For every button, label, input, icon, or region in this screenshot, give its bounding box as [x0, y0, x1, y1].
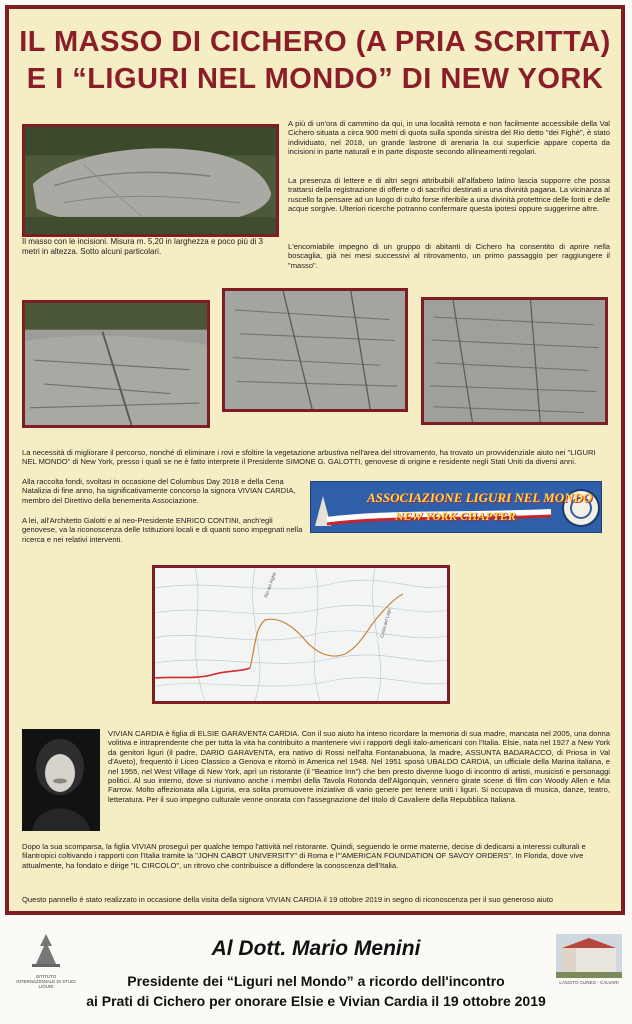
- logo-subtitle: NEW YORK CHAPTER: [395, 509, 516, 523]
- dedication-line-2: ai Prati di Cichero per onorare Elsie e Vivian Cardia il 19 ottobre 2019: [86, 993, 546, 1009]
- middle-paragraph-1: La necessità di migliorare il percorso, nonché di eliminare i rovi e sfoltire la vegetazione arbustiva nell'area del ritrovamento, ha trovato un provvidenziale aiuto nei "LIGURI NEL MONDO" di New York, presso i quali se ne è fatto interprete il Presidente SIMONE G. GALOTTI, genovese di origine e residente negli Stati Uniti da diversi anni.: [22, 448, 596, 467]
- rock-detail-photo-3: [421, 297, 608, 425]
- title-line-2: E I “LIGURI NEL MONDO” DI NEW YORK: [26, 63, 604, 95]
- map-label-2: Costa del Lago: [379, 607, 392, 639]
- logo-title: ASSOCIAZIONE LIGURI NEL MONDO: [367, 490, 593, 505]
- intro-paragraph-2: La presenza di lettere e di altri segni attribuibili all'alfabeto latino lascia supporre che possa trattarsi della registrazione di offerte o di sacrifici destinati a una divinità pagana. La vicinanza al ruscello fa pensare ad un luogo di culto forse riferibile a una divinità protettrice delle fonti e delle acque sorgive. Ulteriori ricerche potranno confermare questa ipotesi oppure suggerirne altre.: [288, 176, 610, 214]
- left-logo-text: ISTITUTO INTERNAZIONALE DI STUDI LIGURI: [16, 974, 76, 989]
- rock-photo-main: [22, 124, 279, 237]
- intro-paragraph-3: L'encomiabile impegno di un gruppo di abitanti di Cichero ha consentito di aprire nella boscaglia, già nei mesi successivi al ritrovamento, un primo passaggio per raggiungere il "masso".: [288, 242, 610, 270]
- middle-paragraph-2: Alla raccolta fondi, svoltasi in occasione del Columbus Day 2018 e della Cena Natalizia di fine anno, ha significativamente concorso la signora VIVIAN CARDIA, membro del Direttivo della benemerita Associazione.: [22, 477, 296, 505]
- dedication-line-1: Presidente dei “Liguri nel Mondo” a ricordo dell'incontro: [127, 973, 505, 989]
- dedication-title: Al Dott. Mario Menini: [211, 937, 421, 960]
- intro-paragraph-1: A più di un'ora di cammino da qui, in una località remota e non facilmente accessibile della Val Cichero situata a circa 900 metri di quota sulla sponda sinistra del Rio detto "dei Fighè", è stato individuato, nel 2018, un grande lastrone di arenaria la cui superficie appare coperta da incisioni in parte naturali e in parte disposte secondo allineamenti regolari.: [288, 119, 610, 157]
- closing-note: Questo pannello è stato realizzato in occasione della visita della signora VIVIAN CARDIA il 19 ottobre 2019 in segno di riconoscenza per il suo generoso aiuto: [22, 895, 554, 904]
- bio-paragraph-1: VIVIAN CARDIA è figlia di ELSIE GARAVENTA CARDIA. Con il suo aiuto ha inteso ricordare la memoria di sua madre, mancata nel 2005, una donna volitiva e intraprendente che per tutta la vita ha contribuito a mantenere vivi i rapporti degli italo-americani con l'Italia. Elsie, nata nel 1927 a New York da genitori liguri (il padre, DARIO GARAVENTA, era nativo di Rossi nell'alta Fontanabuona, la madre, ASSUNTA BADARACCO, di Priosa in Val d'Aveto), frequentò il Liceo Classico a Genova e ritornò in America nel 1948. Nel 1951 sposò UBALDO CARDIA, un ufficiale della Marina italiana, e nel 1955, nel West Village di New York, aprì un ristorante (il "Beatrice Inn") che ben presto divenne luogo di incontro di artisti, musicisti e personaggi politici. Al suo interno, dove si riunivano anche i membri della Tavola Rotonda dell'Algonquin, vennero girate scene di film con Woody Allen e Mia Farrow. Molto affezionata alla Liguria, era solita promuovere iniziative di vario genere per tenere uniti i liguri. Si occupava di musica, danze, teatro, letteratura. Per il suo impegno culturale venne onorata con l'assegnazione del titolo di Cavaliere della Repubblica Italiana.: [108, 729, 610, 804]
- liguri-nel-mondo-logo: [310, 481, 602, 533]
- trail-map: [152, 565, 450, 704]
- map-label-1: Rio dei Fighè: [263, 571, 278, 599]
- middle-paragraph-3: A lei, all'Architetto Galotti e al neo-Presidente ENRICO CONTINI, anch'egli genovese, va la riconoscenza delle Istituzioni locali e di quanti sono impegnati nella ricerca e nei relativi interventi.: [22, 516, 303, 544]
- right-logo-text: LASCITO CUNEO - CALVARI: [559, 980, 619, 985]
- photo-caption: Il masso con le incisioni. Misura m. 5,20 in larghezza e poco più di 3 metri in altezza. Sotto alcuni particolari.: [22, 237, 264, 256]
- rock-detail-photo-1: [22, 300, 210, 428]
- bio-paragraph-2: Dopo la sua scomparsa, la figlia VIVIAN proseguì per qualche tempo l'attività nel ristorante. Quindi, seguendo le orme materne, decise di dedicarsi a interessi culturali e filantropici coltivando i rapporti con l'Italia tramite la "JOHN CABOT UNIVERSITY" di Roma e l'"AMERICAN FOUNDATION OF SAVOY ORDERS". In Florida, dove vive attualmente, ha fondato e dirige "IL CIRCOLO", un ritrovo che contribuisce a diffondere la conoscenza dell'Italia.: [22, 842, 586, 870]
- rock-detail-photo-2: [222, 288, 408, 412]
- elsie-portrait: [22, 729, 100, 831]
- title-line-1: IL MASSO DI CICHERO (A PRIA SCRITTA): [19, 26, 611, 58]
